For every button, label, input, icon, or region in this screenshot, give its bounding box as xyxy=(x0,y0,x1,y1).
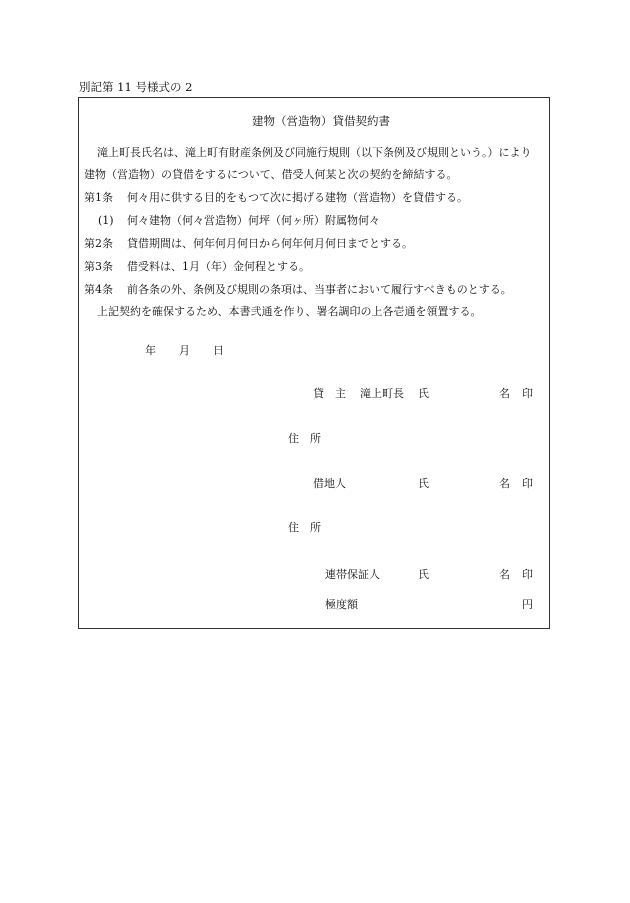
article-2-text: 貸借期間は、何年何月何日から何年何月何日までとする。 xyxy=(127,237,413,250)
article-4-number: 第4条 xyxy=(84,283,113,296)
item-1-text: 何々建物（何々営造物）何坪（何ヶ所）附属物何々 xyxy=(127,214,380,227)
article-4-text: 前各条の外、条例及び規則の条項は、当事者において履行すべきものとする。 xyxy=(127,283,512,296)
preamble-line-1: 滝上町長氏名は、滝上町有財産条例及び同施行規則（以下条例及び規則という。）により xyxy=(97,146,532,159)
article-2-number: 第2条 xyxy=(84,237,113,250)
lender-shi: 氏 xyxy=(418,387,429,400)
borrower-seal: 印 xyxy=(522,477,533,490)
limit-amount-label: 極度額 xyxy=(325,598,358,611)
date-year: 年 xyxy=(145,344,156,357)
form-number-label: 別記第 11 号様式の 2 xyxy=(79,80,193,94)
lender-seal: 印 xyxy=(522,387,533,400)
borrower-role: 借地人 xyxy=(313,477,346,490)
borrower-address-label: 住 所 xyxy=(288,521,321,534)
lender-address-label: 住 所 xyxy=(288,432,321,445)
guarantor-mei: 名 xyxy=(499,568,510,581)
lender-role: 貸 主 xyxy=(313,387,346,400)
date-day: 日 xyxy=(213,344,224,357)
document-title: 建物（営造物）貸借契約書 xyxy=(252,114,390,128)
article-1-text: 何々用に供する目的をもつて次に掲げる建物（営造物）を貸借する。 xyxy=(127,191,468,204)
article-1-number: 第1条 xyxy=(84,191,113,204)
preamble-line-2: 建物（営造物）の貸借をするについて、借受人何某と次の契約を締結する。 xyxy=(84,168,458,181)
date-month: 月 xyxy=(179,344,190,357)
guarantor-role: 連帯保証人 xyxy=(325,568,380,581)
article-3-text: 借受料は、1月（年）金何程とする。 xyxy=(127,260,310,273)
borrower-mei: 名 xyxy=(499,477,510,490)
item-1-number: (1) xyxy=(98,214,114,227)
guarantor-seal: 印 xyxy=(522,568,533,581)
limit-amount-unit: 円 xyxy=(522,598,533,611)
guarantor-shi: 氏 xyxy=(418,568,429,581)
borrower-shi: 氏 xyxy=(418,477,429,490)
closing-statement: 上記契約を確保するため、本書弐通を作り、署名調印の上各壱通を領置する。 xyxy=(97,305,482,318)
lender-name: 滝上町長 xyxy=(360,387,404,400)
lender-mei: 名 xyxy=(499,387,510,400)
article-3-number: 第3条 xyxy=(84,260,113,273)
